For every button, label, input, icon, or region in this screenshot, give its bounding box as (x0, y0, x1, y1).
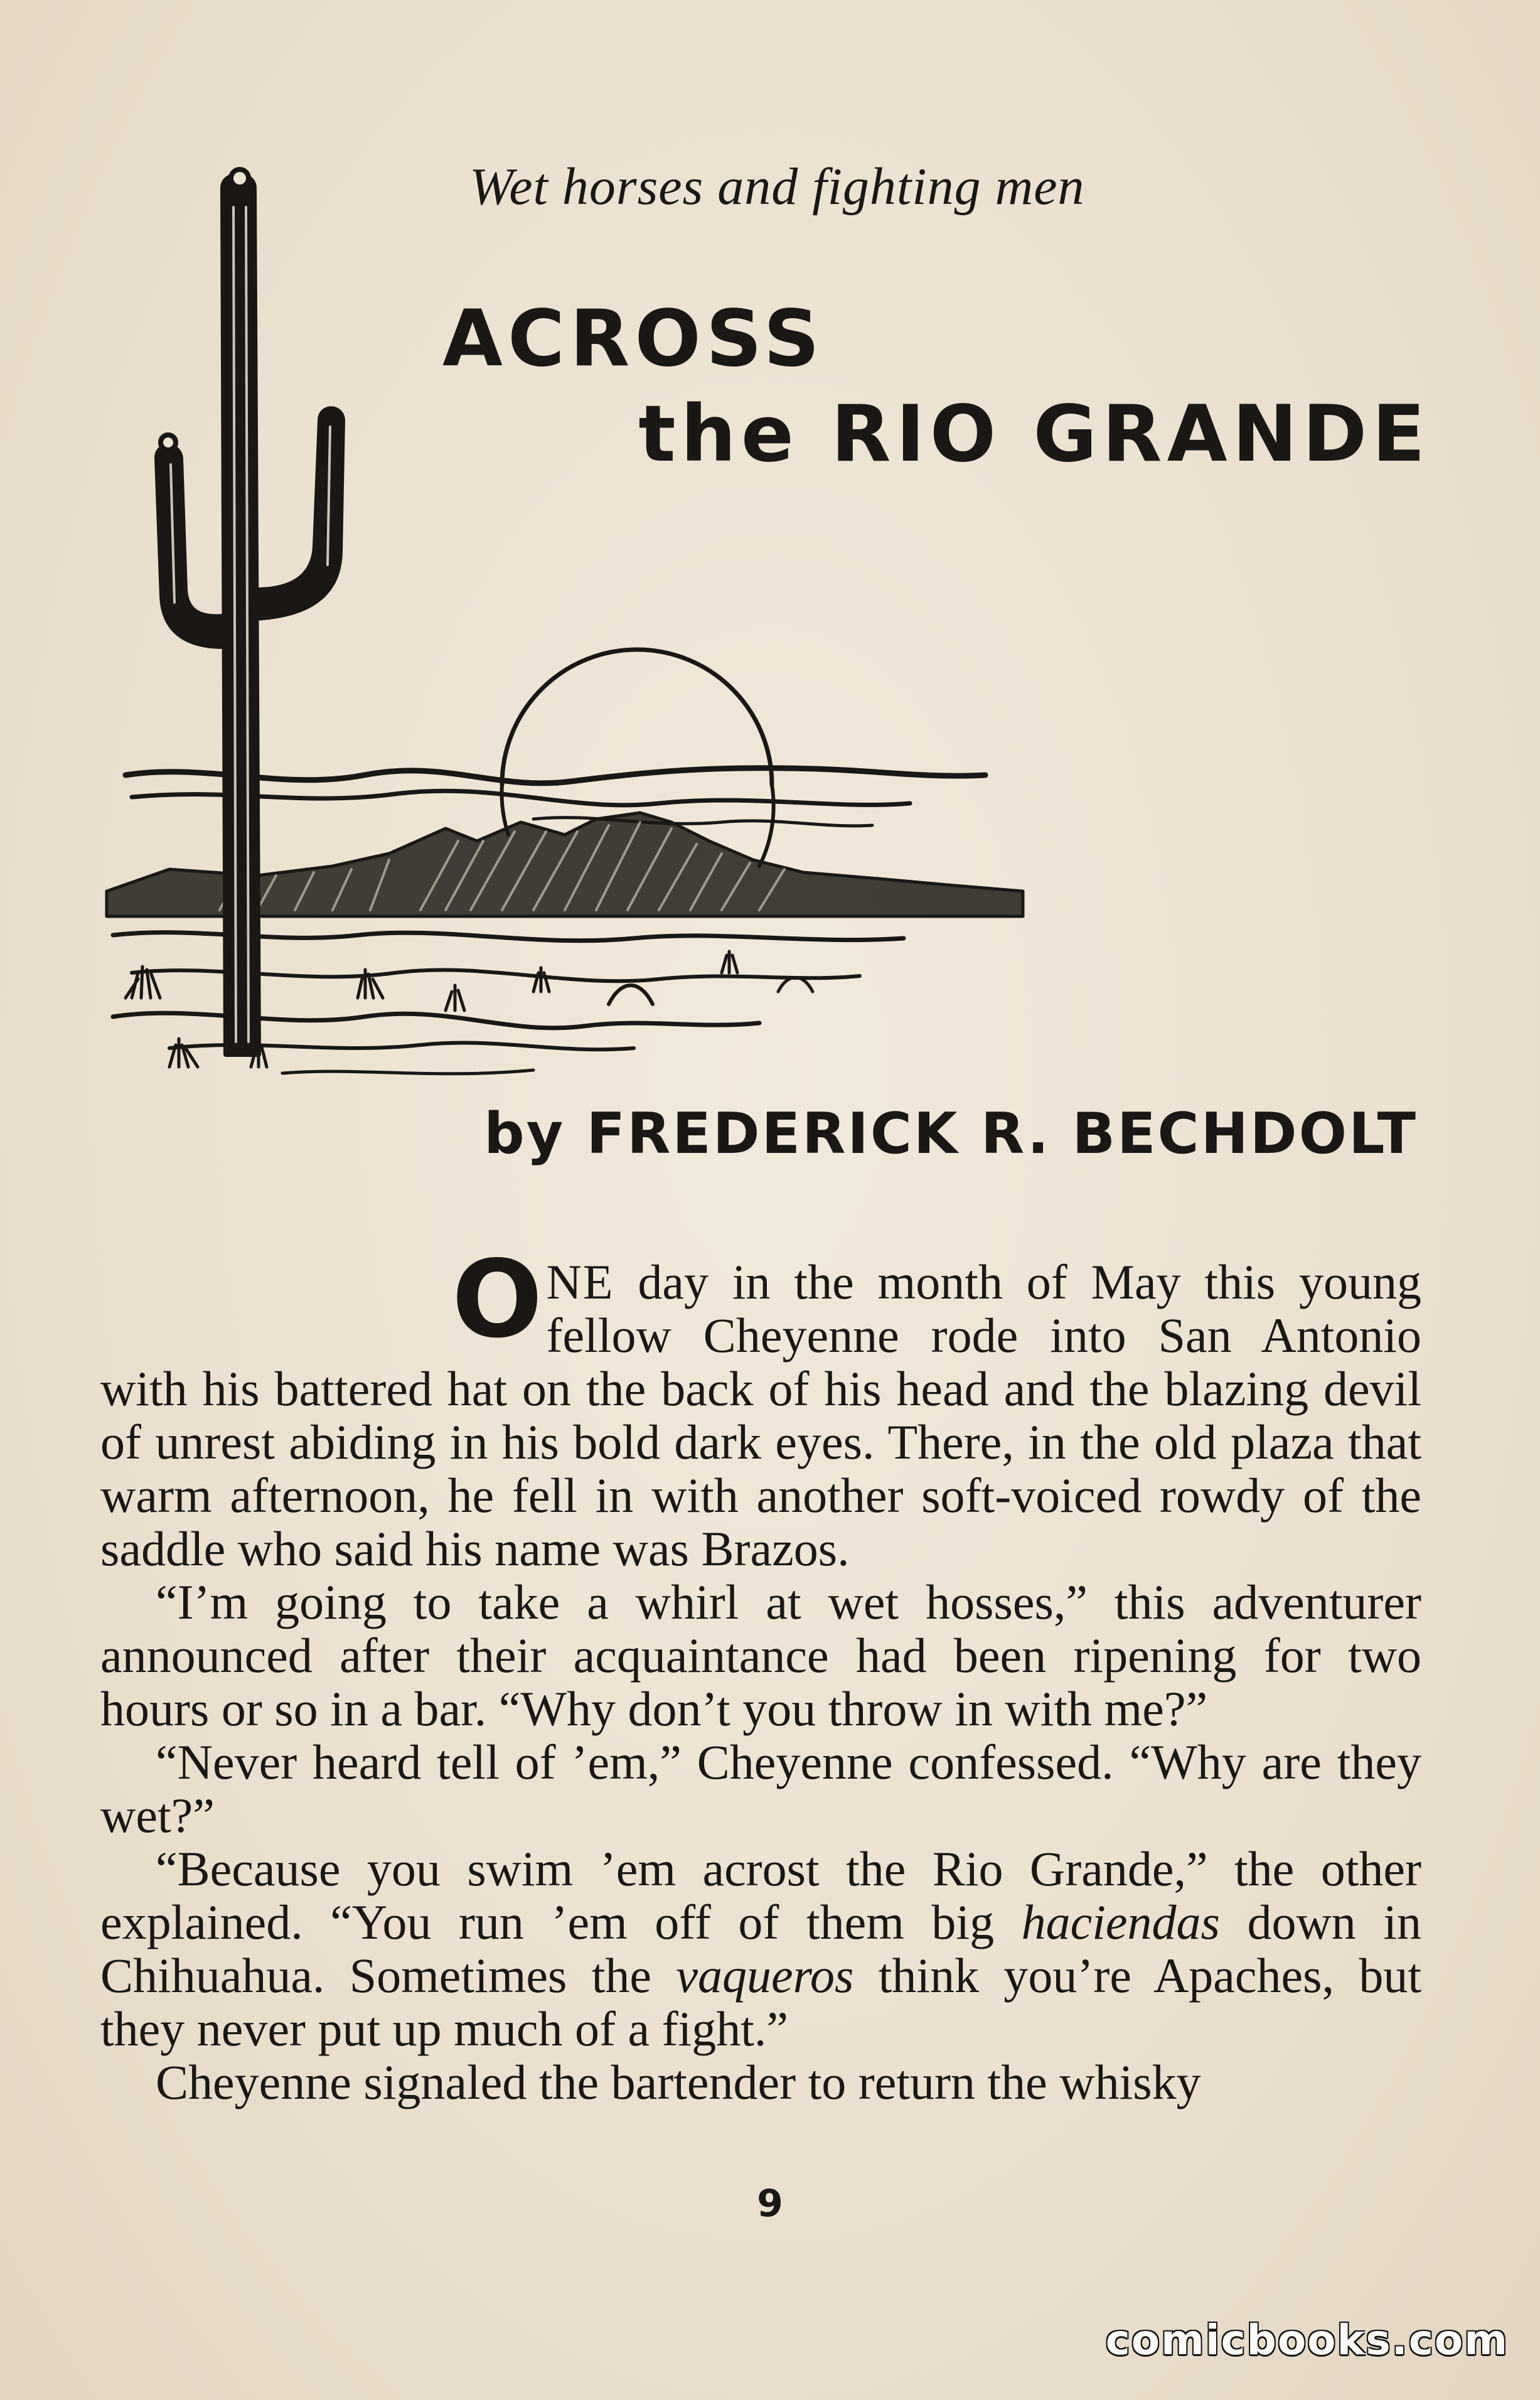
paragraph-4-text-b: down in Chihuahua. Sometimes the (100, 1895, 1422, 2003)
sun-icon (502, 650, 772, 785)
paragraph-4 (100, 1842, 1421, 2055)
paragraph-4-text-a: “Because you swim ’em acrost the Rio Grande,” the other explained. “You run ’em off of them big (100, 1841, 1421, 1949)
paragraph-1-text: day in the month of May this young fellow Cheyenne rode into San Antonio with his battered hat on the back of his head and the blazing devil of unrest abiding in his bold dark eyes. There, in the old plaza that warm afternoon, he fell in with another soft-voiced rowdy of the saddle who said his name was Brazos. (100, 1255, 1421, 1576)
opening-smallcaps: NE (546, 1255, 614, 1309)
byline: by FREDERICK R. BECHDOLT (484, 1101, 1418, 1167)
italic-vaqueros: vaqueros (676, 1948, 854, 2003)
story-kicker: Wet horses and fighting men (469, 158, 1085, 216)
page-number: 9 (757, 2182, 783, 2226)
story-title-line-2: the RIO GRANDE (638, 389, 1430, 479)
paragraph-4-text-c: think you’re Apaches, but they never put up much of a fight.” (100, 1948, 1421, 2056)
drop-cap: O (452, 1238, 543, 1362)
paragraph-3: “Never heard tell of ’em,” Cheyenne confessed. “Why are they wet?” (100, 1735, 1421, 1843)
paragraph-2: “I’m going to take a whirl at wet hosses,” this adventurer announced after their acquaintance had been ripening for two hours or so in a bar. “Why don’t you throw in with me?” (100, 1575, 1421, 1736)
watermark-logo: comicbooks.com (1105, 2316, 1509, 2364)
paragraph-5: Cheyenne signaled the bartender to return the whisky (156, 2055, 1201, 2109)
story-title-line-1: ACROSS (442, 294, 825, 384)
italic-haciendas: haciendas (1021, 1895, 1220, 1949)
paragraph-1 (100, 1238, 1421, 1576)
story-body (100, 1238, 1422, 2109)
saguaro-cactus-icon (157, 169, 343, 1054)
